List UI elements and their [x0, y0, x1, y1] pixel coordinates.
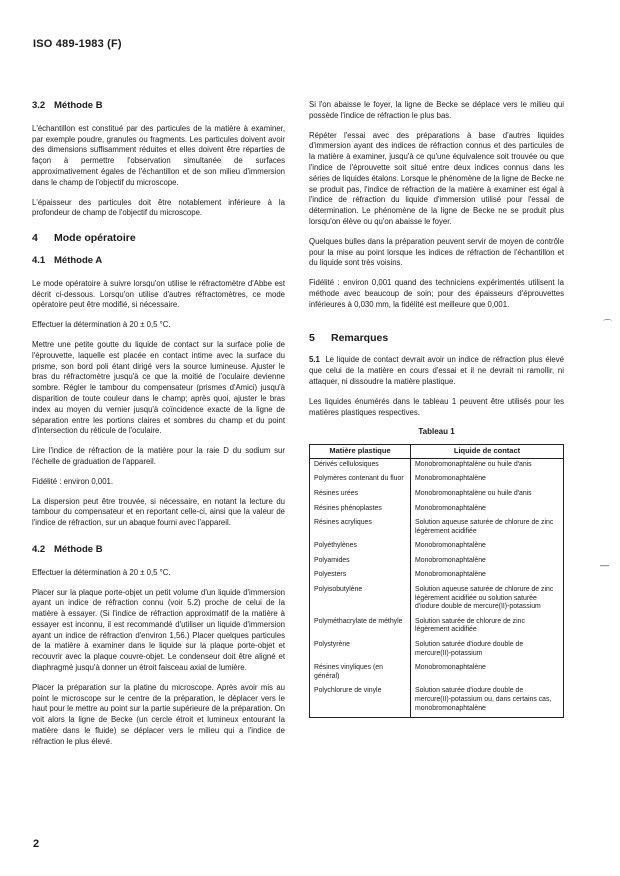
right-column: [309, 100, 564, 718]
table-row: [310, 662, 564, 685]
material-cell: Polyéthylènes: [310, 540, 411, 555]
column-header: Matière plastique: [310, 445, 411, 459]
material-cell: Polyamides: [310, 555, 411, 570]
paragraph: La dispersion peut être trouvée, si nécessaire, en notant la lecture du tambour du compensateur et en reportant celle-ci, ainsi que la valeur de l'indice de réfraction, sur un abaque fourni avec l'appareil.: [32, 496, 285, 528]
material-cell: Dérivés cellulosiques: [310, 458, 411, 473]
material-cell: Polymères contenant du fluor: [310, 473, 411, 488]
material-cell: Polyméthacrylate de méthyle: [310, 616, 411, 639]
page-number: 2: [33, 838, 40, 850]
material-cell: Résines acryliques: [310, 517, 411, 540]
paragraph: Fidélité : environ 0,001.: [32, 476, 114, 486]
table-row: [310, 517, 564, 540]
section-3-2-heading: 3.2 Méthode B: [32, 100, 103, 111]
table-row: [310, 616, 564, 639]
section-4-1-heading: 4.1 Méthode A: [32, 254, 103, 266]
liquid-cell: Solution saturée d'iodure double de mercure(II)-potassium ou, dans certains cas, monobromonaphtalène: [411, 685, 564, 717]
table-row: [310, 569, 564, 584]
document-header: ISO 489-1983 (F): [33, 38, 122, 50]
liquid-cell: Monobromonaphtalène: [411, 473, 564, 488]
paragraph: L'épaisseur des particules doit être notablement inférieure à la profondeur de champ de l'objectif du microscope.: [32, 197, 285, 218]
paragraph: Placer sur la plaque porte-objet un petit volume d'un liquide d'immersion ayant un indice de réfraction connu (voir 5.2) proche de celui de la matière à essayer. (Si l'indice de réfraction approximatif de la matière à essayer est inconnu, il est recommandé d'utiliser un liquide d'immersion ayant un indice de réfraction d'environ 1,56.) Placer quelques particules de la matière à examiner dans le liquide sur la plaque porte-objet et recouvrir avec la plaque couvre-objet. Le condenseur doit être aligné et diaphragmé jusqu'à donner un étroit faisceau axial de lumière.: [32, 587, 285, 673]
liquid-cell: Monobromonaphtalène: [411, 569, 564, 584]
liquid-cell: Solution saturée de chlorure de zinc légèrement acidifiée: [411, 616, 564, 639]
paragraph: Si l'on abaisse le foyer, la ligne de Becke se déplace vers le milieu qui possède l'indice de réfraction le plus bas.: [309, 100, 564, 120]
material-cell: Polyisobutylène: [310, 584, 411, 616]
paragraph: 5.1 Le liquide de contact devrait avoir un indice de réfraction plus élevé que celui de la matière en cours d'essai et il ne devrait ni ramollir, ni attaquer, ni dissoudre la matière plastique.: [309, 355, 564, 386]
left-column: [32, 101, 285, 757]
table-row: [310, 685, 564, 717]
liquid-cell: Monobromonaphtalène: [411, 555, 564, 570]
margin-mark: —: [600, 560, 609, 570]
margin-mark: ⌒: [603, 319, 613, 329]
table-header-row: [310, 445, 564, 459]
paragraph: L'échantillon est constitué par des particules de la matière à examiner, par exemple poudre, granules ou fragments. Les particules doivent avoir des dimensions suffisamment réduites et elles doivent être réparties de façon à permettre l'observation simultanée de surfaces approximativement égales de l'échantillon et de son milieu d'immersion dans le champ de l'objectif du microscope.: [32, 123, 285, 187]
material-cell: Polychlorure de vinyle: [310, 685, 411, 717]
paragraph: Quelques bulles dans la préparation peuvent servir de moyen de contrôle pour la mise au point lorsque les indices de réfraction de l'échantillon et du liquide sont très voisins.: [309, 236, 564, 268]
liquid-cell: Solution aqueuse saturée de chlorure de zinc légèrement acidifiée: [411, 517, 564, 540]
table-row: [310, 555, 564, 570]
material-cell: Polystyrène: [310, 639, 411, 662]
paragraph: Les liquides énumérés dans le tableau 1 peuvent être utilisés pour les matières plastiques respectives.: [309, 396, 564, 417]
table-caption: Tableau 1: [418, 427, 455, 437]
paragraph: Le mode opératoire à suivre lorsqu'on utilise le réfractomètre d'Abbe est décrit ci-dessous. Lorsqu'on utilise d'autres réfractomètres, ce mode opératoire peut être modifié, si nécessaire.: [32, 278, 285, 310]
table-1: [309, 444, 564, 718]
liquid-cell: Monobromonaphtalène: [411, 662, 564, 685]
material-cell: Résines vinyliques (en général): [310, 662, 411, 685]
paragraph: Placer la préparation sur la platine du microscope. Après avoir mis au point le microscope sur le centre de la préparation, le déplacer vers le haut pour le mettre au point sur la partie supérieure de la préparation. On voit alors la ligne de Becke (un cercle étroit et lumineux entourant la matière dans le fluide) se déplacer vers le milieu qui a l'indice de réfraction le plus élevé.: [32, 682, 285, 746]
section-4-2-heading: 4.2 Méthode B: [32, 543, 103, 555]
paragraph: Effectuer la détermination à 20 ± 0,5 °C.: [32, 320, 171, 330]
liquid-cell: Monobromonaphtalène ou huile d'anis: [411, 458, 564, 473]
column-header: Liquide de contact: [411, 445, 564, 459]
liquid-cell: Monobromonaphtalène: [411, 540, 564, 555]
paragraph: Fidélité : environ 0,001 quand des techniciens expérimentés utilisent la méthode avec beaucoup de soin; pour des épaisseurs d'éprouvettes inférieures à 0,030 mm, la fidélité est meilleure que 0,001.: [309, 278, 564, 309]
table-row: [310, 503, 564, 518]
table-row: [310, 584, 564, 616]
table-row: [310, 639, 564, 662]
liquid-cell: Monobromonaphtalène: [411, 503, 564, 518]
material-cell: Polyesters: [310, 569, 411, 584]
liquid-cell: Monobromonaphtalène ou huile d'anis: [411, 488, 564, 503]
liquid-cell: Solution saturée d'iodure double de mercure(II)-potassium: [411, 639, 564, 662]
section-5-heading: 5 Remarques: [309, 331, 389, 344]
paragraph: Mettre une petite goutte du liquide de contact sur la surface polie de l'éprouvette, laquelle est placée en contact intime avec la surface du prisme, son bord poli étant dirigé vers la source lumineuse. Ajuster le bras du réfractomètre jusqu'à ce que la moitié de l'oculaire devienne sombre. Régler le tambour du compensateur (prismes d'Amici) jusqu'à disparition de toute couleur dans le champ; après quoi, ajuster le bras index au moyen du vernier jusqu'à coïncidence exacte de la ligne de séparation entre les portions claires et sombres du champ et du point d'intersection du réticule de l'oculaire.: [32, 339, 285, 436]
paragraph: Lire l'indice de réfraction de la matière pour la raie D du sodium sur l'échelle de graduation de l'appareil.: [32, 446, 285, 466]
liquid-cell: Solution aqueuse saturée de chlorure de zinc légèrement acidifiée ou solution saturée d'iodure double de mercure(II)-potassium: [411, 584, 564, 616]
paragraph: Répéter l'essai avec des préparations à base d'autres liquides d'immersion ayant des indices de réfraction connus et des particules de la matière à examiner, jusqu'à ce qu'une équivalence soit trouvée ou que l'indice de l'éprouvette soit situé entre deux indices connus dans les séries de liquides étalons. Lorsque le phénomène de la ligne de Becke ne se produit pas, l'indice de réfraction de la matière à examiner est égal à l'indice de réfraction du liquide d'immersion utilisé pour l'essai de détermination. Le phénomène de la ligne de Becke ne se produit plus lorsqu'on élève ou qu'on abaisse le foyer.: [309, 130, 564, 226]
section-5-1-number: 5.1: [309, 355, 320, 365]
table-row: [310, 488, 564, 503]
material-cell: Résines phénoplastes: [310, 503, 411, 518]
table-row: [310, 458, 564, 473]
material-cell: Résines urées: [310, 488, 411, 503]
paragraph: Effectuer la détermination à 20 ± 0,5 °C.: [32, 567, 171, 577]
section-4-heading: 4 Mode opératoire: [32, 232, 136, 245]
table-row: [310, 473, 564, 488]
table-row: [310, 540, 564, 555]
